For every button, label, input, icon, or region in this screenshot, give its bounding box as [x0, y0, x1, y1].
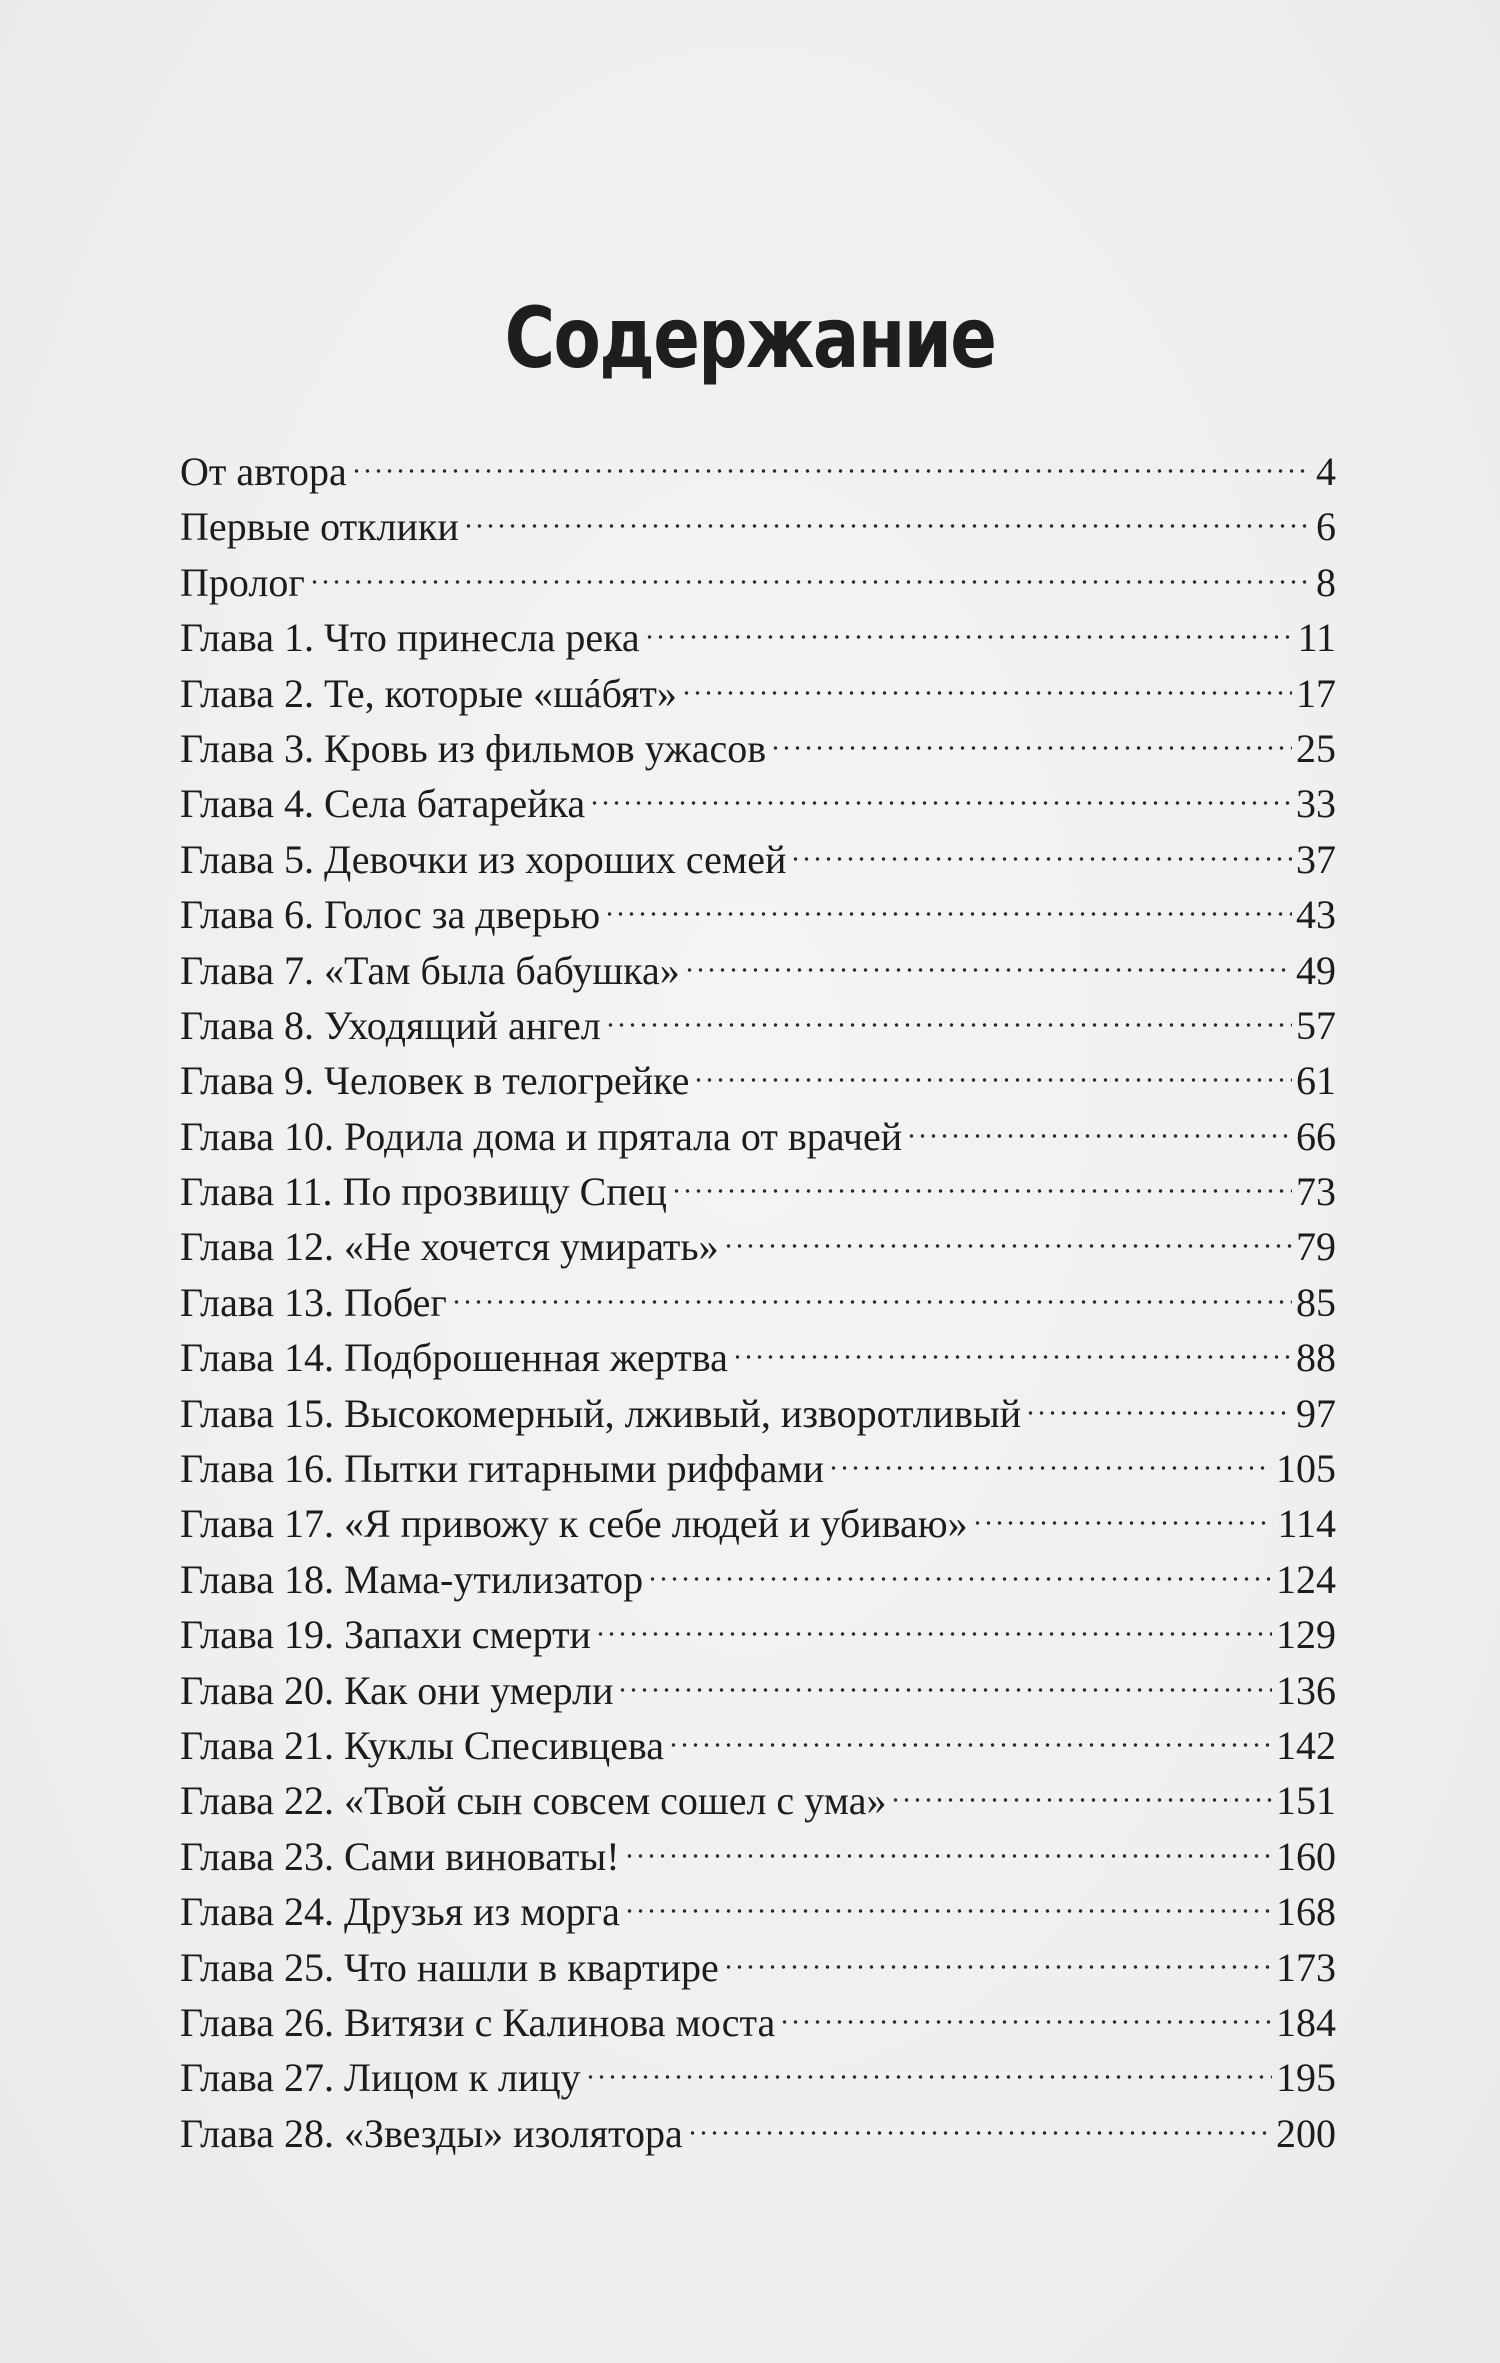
- dot-leader: [624, 1815, 1272, 1870]
- toc-entry-page-number: 25: [1296, 725, 1336, 771]
- dot-leader: [681, 652, 1292, 707]
- toc-entry-page-number: 142: [1276, 1722, 1336, 1768]
- dot-leader: [309, 541, 1312, 596]
- toc-entry: [180, 541, 1336, 605]
- toc-entry-title: Глава 6. Голос за дверью: [180, 892, 601, 938]
- page-title: Содержание: [504, 289, 996, 387]
- toc-entry-page-number: 73: [1296, 1169, 1336, 1215]
- toc-entry-title: От автора: [180, 449, 347, 494]
- toc-entry-page-number: 43: [1296, 892, 1336, 938]
- dot-leader: [668, 1704, 1272, 1759]
- dot-leader: [828, 1427, 1272, 1482]
- toc-entry-title: Пролог: [180, 559, 305, 605]
- toc-entry-title: Глава 13. Побег: [180, 1279, 447, 1325]
- toc-entry-page-number: 105: [1276, 1446, 1336, 1492]
- dot-leader: [604, 873, 1292, 928]
- toc-entry-page-number: 173: [1276, 1944, 1336, 1990]
- dot-leader: [647, 1538, 1272, 1593]
- dot-leader: [972, 1482, 1274, 1537]
- dot-leader: [890, 1759, 1272, 1814]
- toc-entry-title: Глава 9. Человек в телогрейке: [180, 1058, 690, 1104]
- toc-entry: [180, 596, 1336, 661]
- toc-entry: [180, 485, 1336, 550]
- dot-leader: [595, 1593, 1272, 1648]
- toc-entry-title: Глава 7. «Там была бабушка»: [180, 947, 680, 993]
- toc-entry-page-number: 57: [1296, 1002, 1336, 1048]
- toc-entry-title: Первые отклики: [180, 504, 459, 550]
- toc-entry-title: Глава 11. По прозвищу Спец: [180, 1169, 667, 1215]
- toc-entry-title: Глава 23. Сами виноваты!: [180, 1833, 620, 1879]
- toc-entry-page-number: 85: [1296, 1279, 1336, 1325]
- toc-entry-page-number: 124: [1276, 1556, 1336, 1602]
- toc-entry-title: Глава 24. Друзья из морга: [180, 1889, 620, 1935]
- toc-entry-title: Глава 28. «Звезды» изолятора: [180, 2110, 683, 2156]
- dot-leader: [451, 1261, 1292, 1316]
- dot-leader: [770, 707, 1292, 762]
- dot-leader: [1025, 1372, 1292, 1427]
- toc-entry: [180, 430, 1336, 494]
- toc-entry-page-number: 136: [1276, 1667, 1336, 1713]
- toc-entry-title: Глава 20. Как они умерли: [180, 1667, 614, 1713]
- toc-entry-page-number: 6: [1316, 504, 1336, 550]
- toc-entry-title: Глава 21. Куклы Спесивцева: [180, 1722, 665, 1768]
- dot-leader: [687, 2092, 1272, 2147]
- toc-entry-page-number: 200: [1276, 2110, 1336, 2156]
- dot-leader: [585, 2036, 1272, 2091]
- toc-entry-title: Глава 22. «Твой сын совсем сошел с ума»: [180, 1778, 887, 1824]
- dot-leader: [351, 430, 1312, 485]
- toc-entry-title: Глава 2. Те, которые «шáбят»: [180, 670, 677, 716]
- dot-leader: [605, 984, 1292, 1039]
- toc-entry-title: Глава 14. Подброшенная жертва: [180, 1335, 728, 1381]
- toc-entry-title: Глава 1. Что принесла река: [180, 615, 640, 661]
- toc-entry-title: Глава 4. Села батарейка: [180, 781, 586, 827]
- dot-leader: [779, 1981, 1272, 2036]
- toc-entry-page-number: 49: [1296, 947, 1336, 993]
- toc-entry-title: Глава 10. Родила дома и прятала от врачей: [180, 1113, 903, 1159]
- toc-entry-title: Глава 17. «Я привожу к себе людей и убиваю»: [180, 1501, 968, 1547]
- toc-entry-page-number: 37: [1296, 836, 1336, 882]
- dot-leader: [589, 762, 1292, 817]
- toc-entry-title: Глава 16. Пытки гитарными риффами: [180, 1446, 825, 1492]
- toc-entry-title: Глава 3. Кровь из фильмов ужасов: [180, 725, 767, 771]
- dot-leader: [732, 1316, 1292, 1371]
- toc-entry-page-number: 8: [1316, 559, 1336, 605]
- toc-entry-page-number: 97: [1296, 1390, 1336, 1436]
- table-of-contents: [180, 430, 1336, 2156]
- toc-entry-title: Глава 19. Запахи смерти: [180, 1612, 591, 1658]
- dot-leader: [693, 1039, 1292, 1094]
- toc-entry-title: Глава 18. Мама-утилизатор: [180, 1556, 644, 1602]
- dot-leader: [906, 1095, 1292, 1150]
- dot-leader: [684, 929, 1292, 984]
- toc-entry-title: Глава 8. Уходящий ангел: [180, 1002, 601, 1048]
- toc-entry-title: Глава 27. Лицом к лицу: [180, 2055, 581, 2101]
- toc-entry-title: Глава 12. «Не хочется умирать»: [180, 1224, 719, 1270]
- dot-leader: [624, 1870, 1272, 1925]
- toc-entry-page-number: 129: [1276, 1612, 1336, 1658]
- dot-leader: [723, 1926, 1272, 1981]
- toc-entry-page-number: 11: [1297, 615, 1336, 661]
- dot-leader: [463, 485, 1312, 540]
- toc-entry-title: Глава 26. Витязи с Калинова моста: [180, 1999, 776, 2045]
- toc-entry-page-number: 184: [1276, 1999, 1336, 2045]
- dot-leader: [644, 596, 1294, 651]
- toc-entry-page-number: 88: [1296, 1335, 1336, 1381]
- toc-entry-page-number: 17: [1296, 670, 1336, 716]
- toc-entry-title: Глава 15. Высокомерный, лживый, изворотливый: [180, 1390, 1022, 1436]
- toc-entry-page-number: 168: [1276, 1889, 1336, 1935]
- toc-entry-page-number: 61: [1296, 1058, 1336, 1104]
- toc-entry-page-number: 114: [1277, 1501, 1336, 1547]
- toc-entry-page-number: 66: [1296, 1113, 1336, 1159]
- toc-entry-page-number: 195: [1276, 2055, 1336, 2101]
- dot-leader: [790, 818, 1292, 873]
- toc-entry-page-number: 160: [1276, 1833, 1336, 1879]
- toc-entry-page-number: 33: [1296, 781, 1336, 827]
- toc-entry-page-number: 4: [1316, 449, 1336, 494]
- dot-leader: [723, 1205, 1292, 1260]
- toc-entry-page-number: 79: [1296, 1224, 1336, 1270]
- dot-leader: [671, 1150, 1292, 1205]
- toc-entry-title: Глава 5. Девочки из хороших семей: [180, 836, 787, 882]
- dot-leader: [617, 1649, 1272, 1704]
- toc-entry-page-number: 151: [1276, 1778, 1336, 1824]
- toc-entry-title: Глава 25. Что нашли в квартире: [180, 1944, 719, 1990]
